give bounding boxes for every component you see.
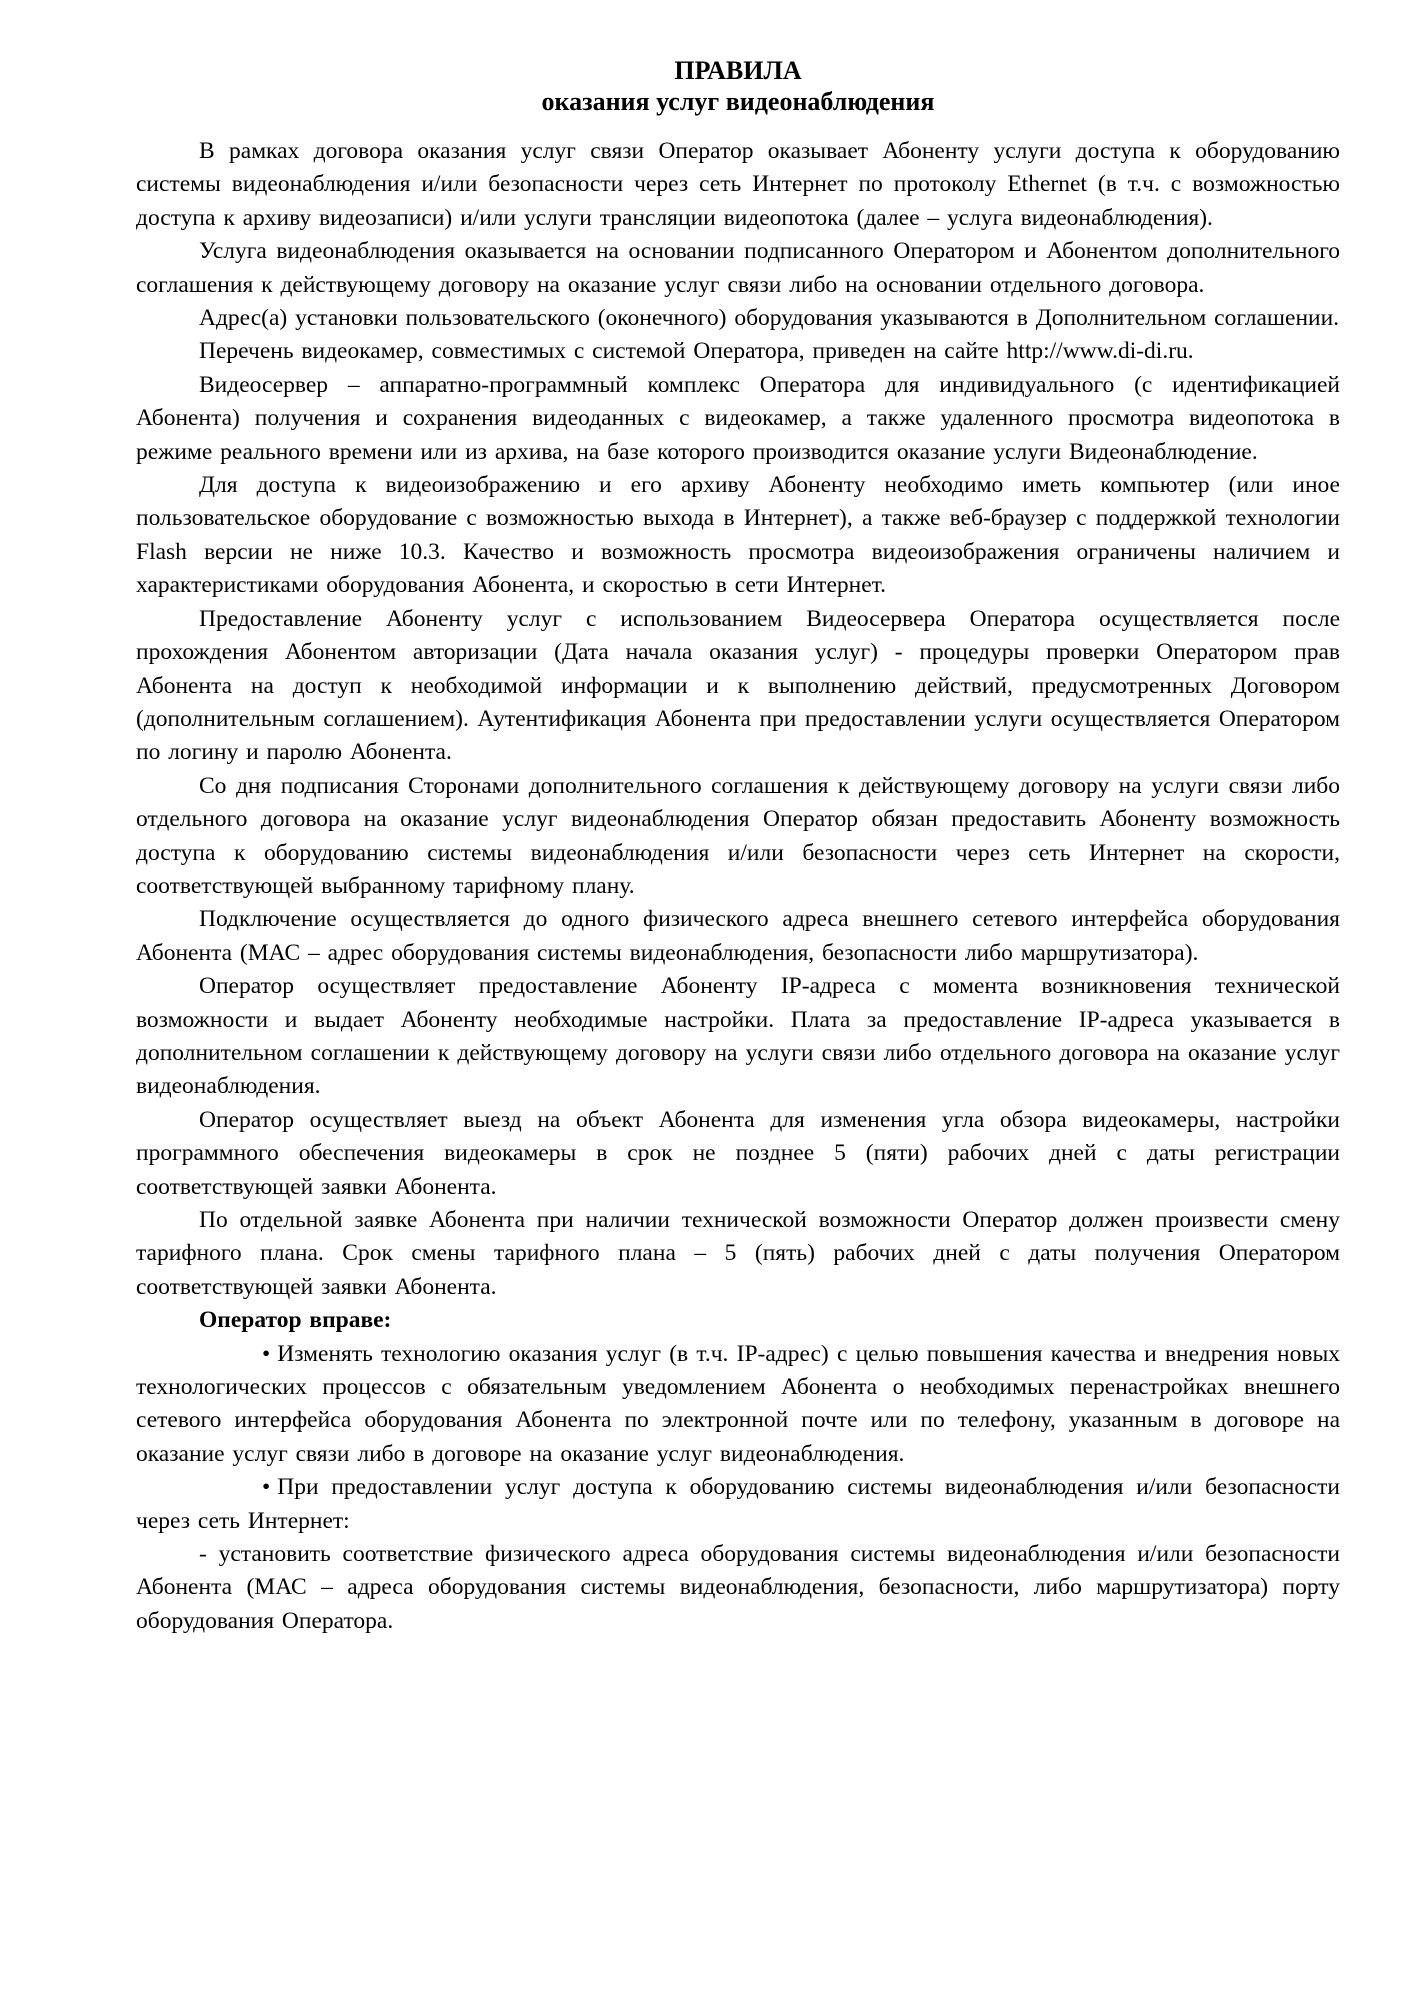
bullet-paragraph [136,1338,1340,1472]
document-body [136,135,1340,1638]
paragraph: Для доступа к видеоизображению и его архиву Абоненту необходимо иметь компьютер (или иное пользовательское оборудование с возможностью выхода в Интернет), а также веб-браузер с поддержкой технологии Flash версии не ниже 10.3. Качество и возможность просмотра видеоизображения ограничены наличием и характеристиками оборудования Абонента, и скоростью в сети Интернет. [136,472,1340,599]
paragraph: Оператор осуществляет предоставление Абоненту IP-адреса с момента возникновения технической возможности и выдает Абоненту необходимые настройки. Плата за предоставление IP-адреса указывается в дополнительном соглашении к действующему договору на услуги связи либо отдельного договора на оказание услуг видеонаблюдения. [136,973,1340,1100]
document-title-line2: оказания услуг видеонаблюдения [541,87,935,116]
dash-paragraph: - установить соответствие физического адреса оборудования системы видеонаблюдения и/или безопасности Абонента (МАС – адреса оборудования системы видеонаблюдения, безопасности, либо маршрутизатора) порту оборудования Оператора. [136,1541,1340,1634]
paragraph: По отдельной заявке Абонента при наличии технической возможности Оператор должен произвести смену тарифного плана. Срок смены тарифного плана – 5 (пять) рабочих дней с даты получения Оператором соответствующей заявки Абонента. [136,1207,1340,1300]
paragraph: Адрес(а) установки пользовательского (оконечного) оборудования указываются в Дополнительном соглашении. [199,305,1340,332]
paragraph: Предоставление Абоненту услуг с использованием Видеосервера Оператора осуществляется после прохождения Абонентом авторизации (Дата начала оказания услуг) - процедуры проверки Оператором прав Абонента на доступ к необходимой информации и к выполнению действий, предусмотренных Договором (дополнительным соглашением). Аутентификация Абонента при предоставлении услуги осуществляется Оператором по логину и паролю Абонента. [136,605,1340,766]
paragraph: Перечень видеокамер, совместимых с системой Оператора, приведен на сайте http://www.di-di.ru. [199,338,1194,365]
document-title [136,55,1340,117]
paragraph: Видеосервер – аппаратно-программный комплекс Оператора для индивидуального (с идентификацией Абонента) получения и сохранения видеоданных с видеокамер, а также удаленного просмотра видеопотока в режиме реального времени или из архива, на базе которого производится оказание услуги Видеонаблюдение. [136,371,1340,465]
document-title-line1: ПРАВИЛА [674,56,802,85]
paragraph: Оператор осуществляет выезд на объект Абонента для изменения угла обзора видеокамеры, настройки программного обеспечения видеокамеры в срок не позднее 5 (пяти) рабочих дней с даты регистрации соответствующей заявки Абонента. [136,1106,1340,1200]
bullet-paragraph [136,1471,1340,1538]
bullet-paragraph-text: Изменять технологию оказания услуг (в т.ч. IP-адрес) с целью повышения качества и внедрения новых технологических процессов с обязательным уведомлением Абонента о необходимых перенастройках внешнего сетевого интерфейса оборудования Абонента по электронной почте или по телефону, указанным в договоре на оказание услуг связи либо в договоре на оказание услуг видеонаблюдения. [136,1340,1340,1467]
bullet-icon: • [262,1474,271,1501]
paragraph: В рамках договора оказания услуг связи Оператор оказывает Абоненту услуги доступа к оборудованию системы видеонаблюдения и/или безопасности через сеть Интернет по протоколу Ethernet (в т.ч. с возможностью доступа к архиву видеозаписи) и/или услуги трансляции видеопотока (далее – услуга видеонаблюдения). [136,138,1340,231]
section-heading: Оператор вправе: [199,1307,392,1334]
bullet-icon: • [262,1340,271,1367]
paragraph: Со дня подписания Сторонами дополнительного соглашения к действующему договору на услуги связи либо отдельного договора на оказание услуг видеонаблюдения Оператор обязан предоставить Абоненту возможность доступа к оборудованию системы видеонаблюдения и/или безопасности через сеть Интернет на скорости, соответствующей выбранному тарифному плану. [136,772,1340,899]
bullet-paragraph-text: При предоставлении услуг доступа к оборудованию системы видеонаблюдения и/или безопасности через сеть Интернет: [136,1474,1340,1534]
paragraph: Подключение осуществляется до одного физического адреса внешнего сетевого интерфейса оборудования Абонента (МАС – адрес оборудования системы видеонаблюдения, безопасности либо маршрутизатора). [136,906,1340,966]
paragraph: Услуга видеонаблюдения оказывается на основании подписанного Оператором и Абонентом дополнительного соглашения к действующему договору на оказание услуг связи либо на основании отдельного договора. [136,238,1340,298]
